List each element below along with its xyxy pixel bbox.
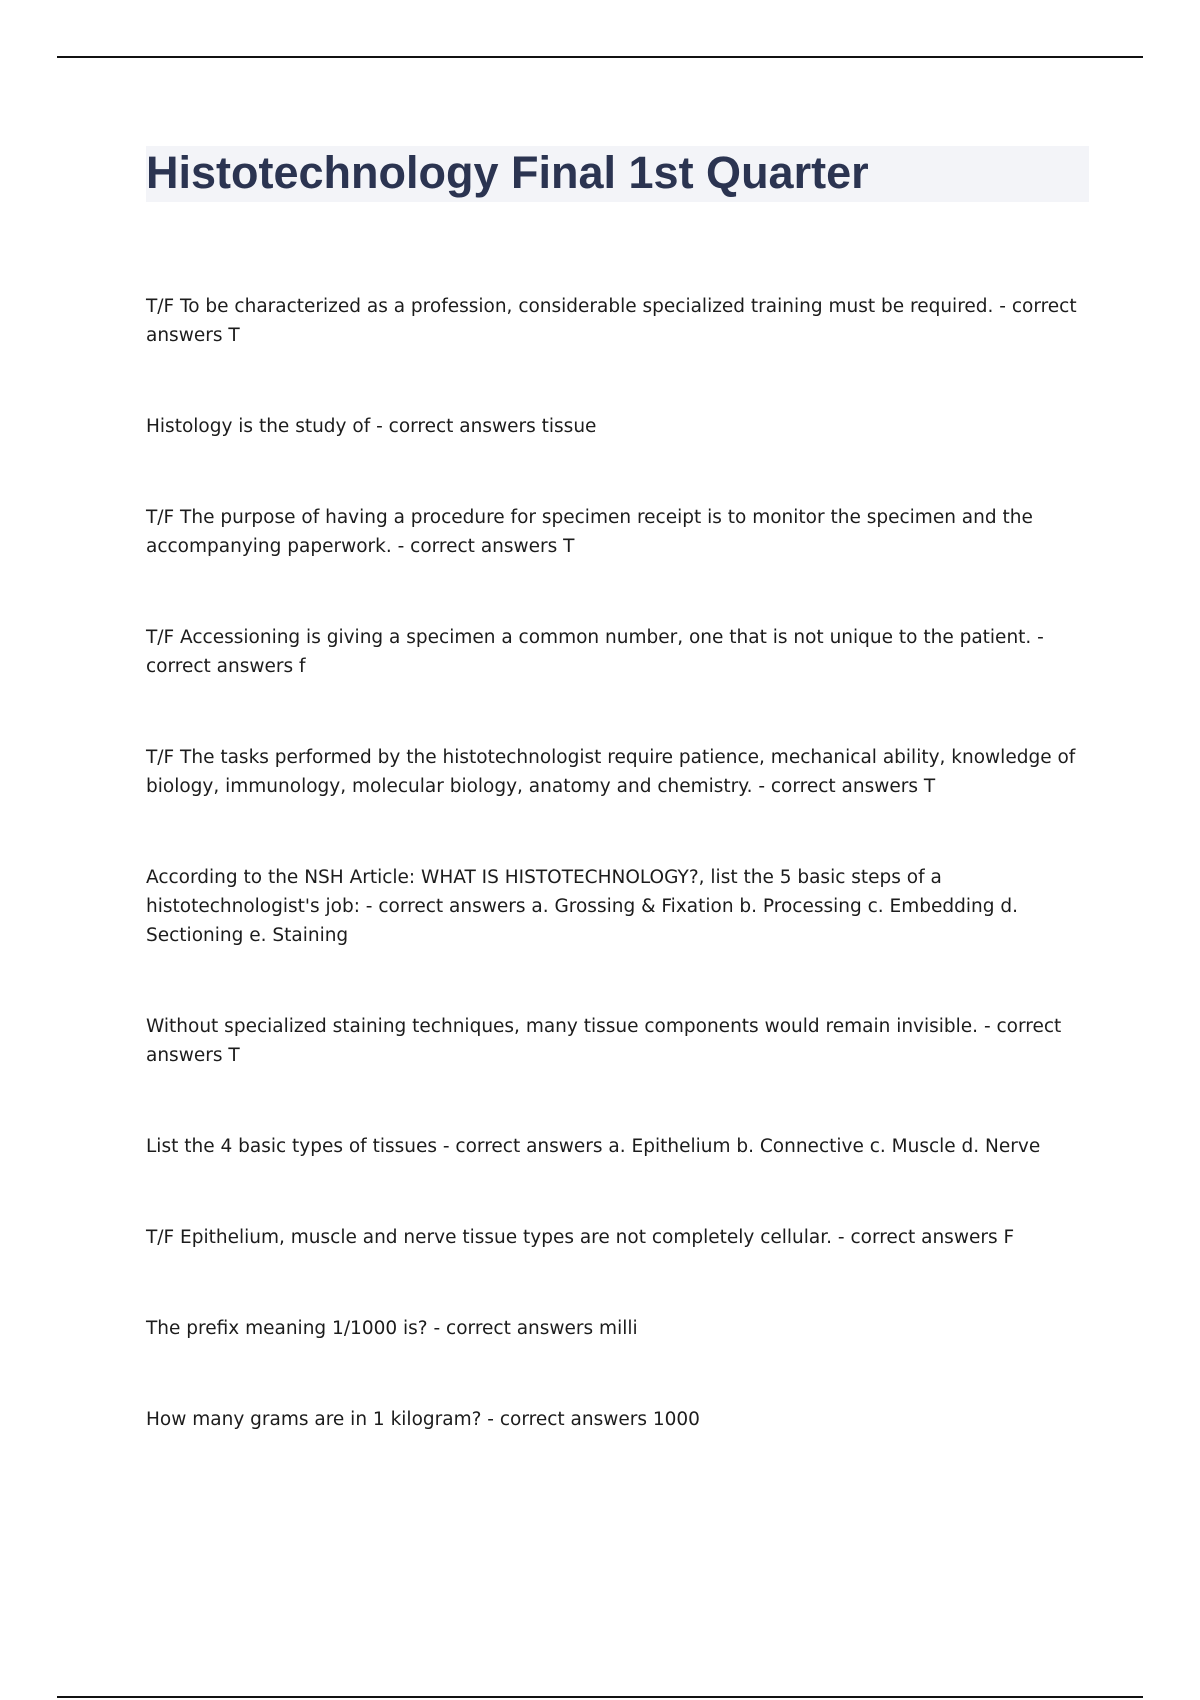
qa-item: The prefix meaning 1/1000 is? - correct answers milli xyxy=(146,1318,638,1339)
top-divider xyxy=(57,56,1143,58)
qa-item: According to the NSH Article: WHAT IS HISTOTECHNOLOGY?, list the 5 basic steps of a histotechnologist's job: - correct answers a. Grossing & Fixation b. Processing c. Embedding d. Sectioning e. Staining xyxy=(146,867,1018,946)
bottom-divider xyxy=(57,1696,1143,1698)
qa-item: T/F Accessioning is giving a specimen a common number, one that is not unique to the patient. - correct answers f xyxy=(146,627,1044,677)
qa-item: Histology is the study of - correct answers tissue xyxy=(146,416,597,437)
qa-item: Without specialized staining techniques, many tissue components would remain invisible. - correct answers T xyxy=(146,1016,1062,1066)
qa-item: T/F The purpose of having a procedure for specimen receipt is to monitor the specimen and the accompanying paperwork. - correct answers T xyxy=(146,507,1033,557)
qa-item: How many grams are in 1 kilogram? - correct answers 1000 xyxy=(146,1409,700,1430)
qa-item: T/F The tasks performed by the histotechnologist require patience, mechanical ability, knowledge of biology, immunology, molecular biology, anatomy and chemistry. - correct answers T xyxy=(146,747,1076,797)
qa-item: T/F Epithelium, muscle and nerve tissue types are not completely cellular. - correct answers F xyxy=(146,1227,1015,1248)
qa-list xyxy=(146,292,1096,1496)
qa-item: List the 4 basic types of tissues - correct answers a. Epithelium b. Connective c. Muscle d. Nerve xyxy=(146,1136,1041,1157)
document-title: Histotechnology Final 1st Quarter xyxy=(146,147,869,198)
qa-item: T/F To be characterized as a profession, considerable specialized training must be required. - correct answers T xyxy=(146,296,1077,346)
